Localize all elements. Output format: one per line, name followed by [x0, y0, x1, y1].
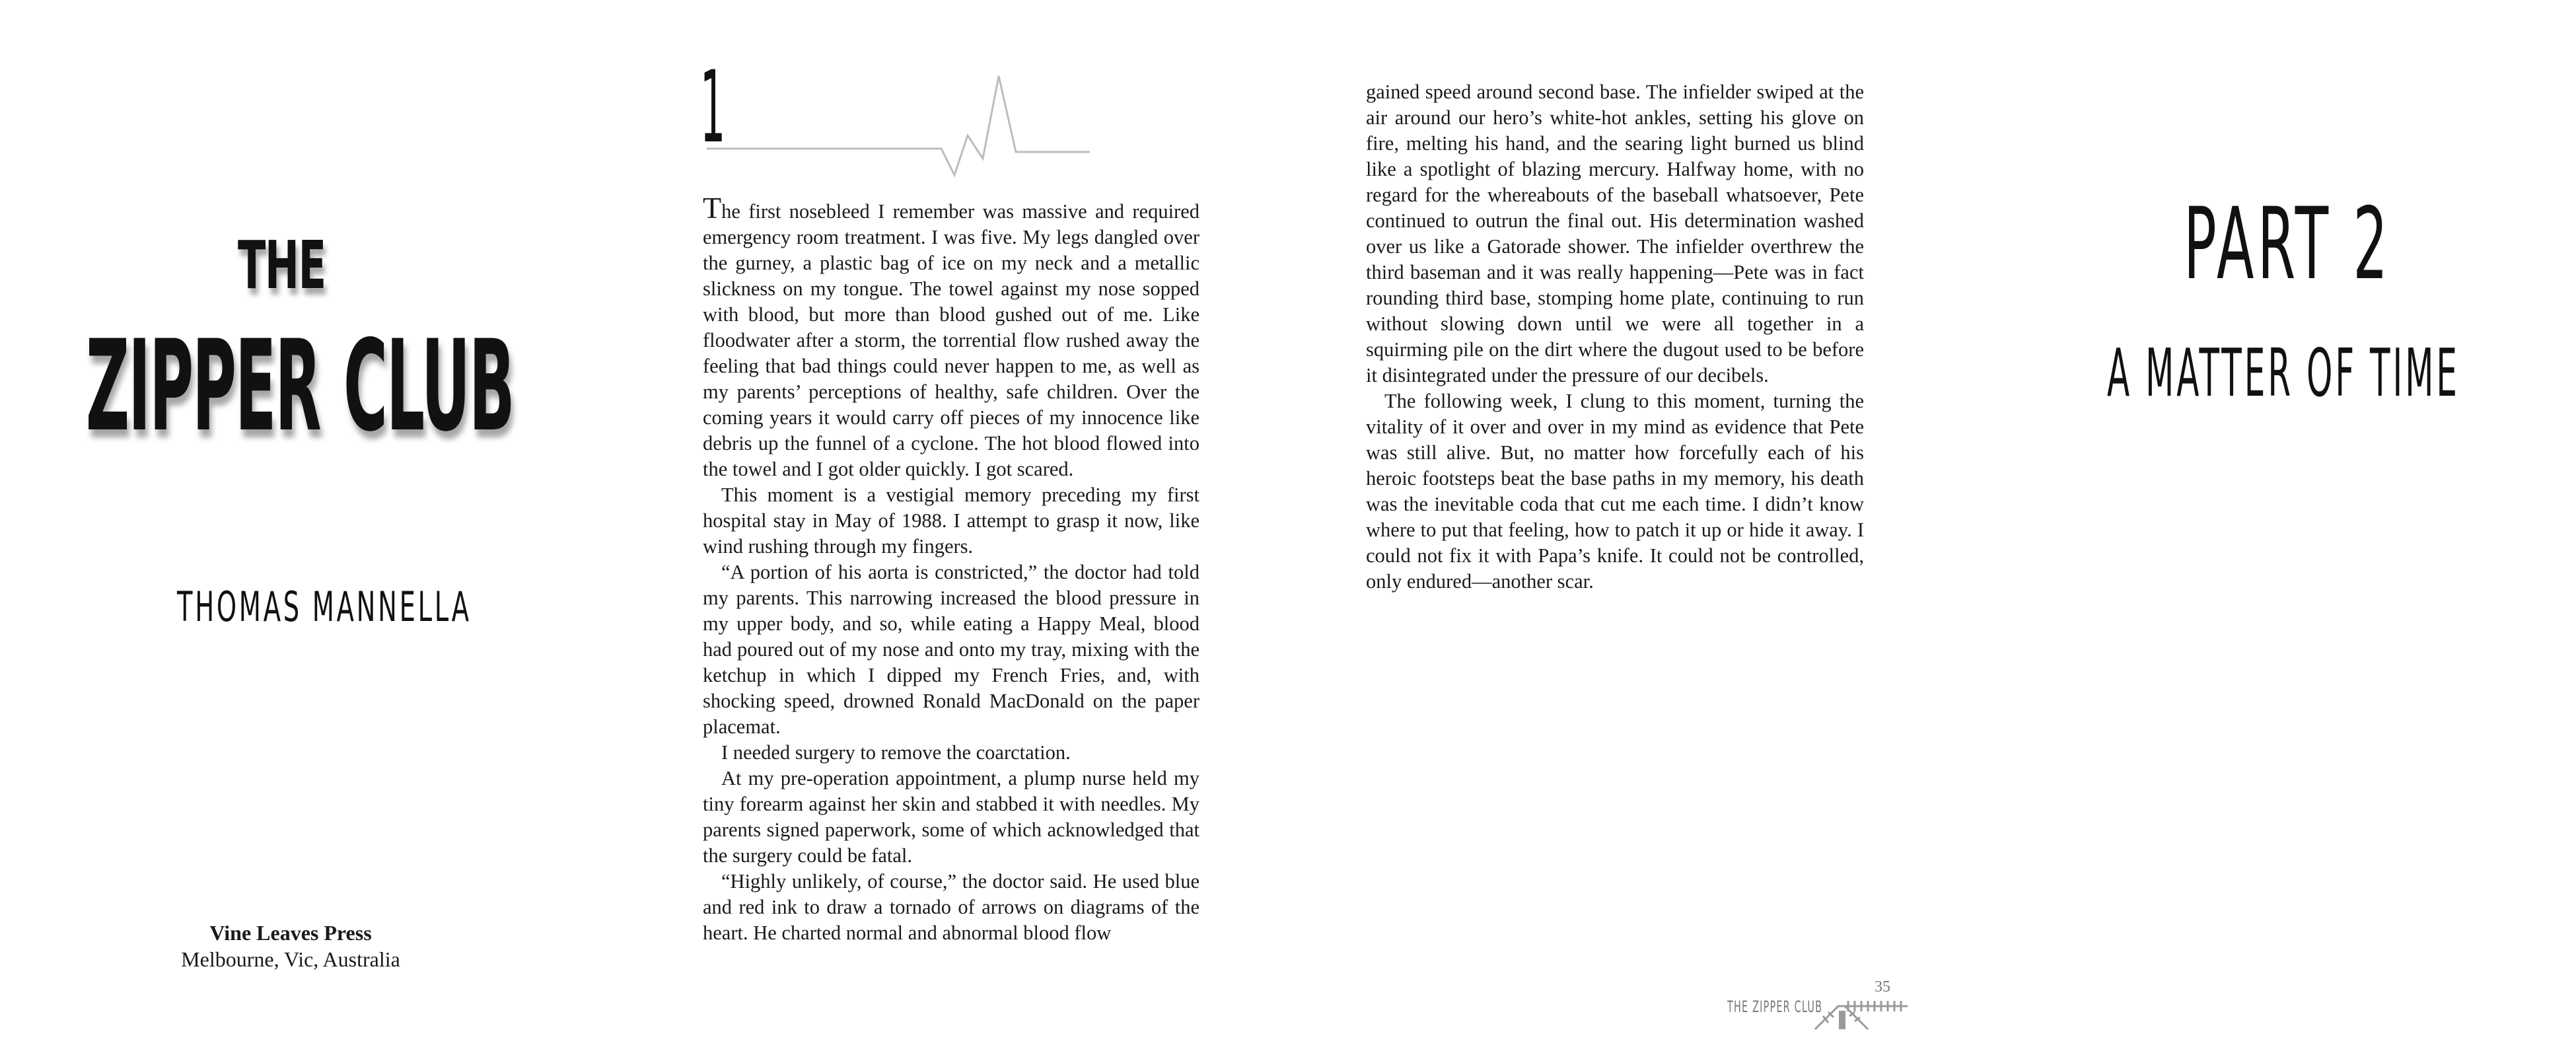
book-title-zipper: ZIPPER — [86, 313, 320, 459]
publisher-name: Vine Leaves Press — [209, 921, 372, 945]
heartbeat-line-icon — [707, 73, 1090, 178]
publisher-block — [112, 920, 469, 972]
paragraph: The following week, I clung to this moment, turning the vitality of it over and over in my mind as evidence that Pete was still alive. But, no matter how forcefully each of his heroic footsteps beat the base paths in my memory, his death was the inevitable coda that cut me each time. I didn’t know where to put that feeling, how to patch it up or hide it away. I could not fix it with Papa’s knife. It could not be controlled, only endured—another scar. — [1366, 390, 1864, 593]
paragraph — [703, 191, 1199, 482]
paragraph: “A portion of his aorta is constricted,” the doctor had told my parents. This narrowing increased the blood pressure in my upper body, and so, while eating a Happy Meal, blood had poured out of my nose and onto my tray, mixing with the ketchup in which I dipped my French Fries, and, with shocking speed, drowned Ronald MacDonald on the paper placemat. — [703, 561, 1199, 738]
paragraph: “Highly unlikely, of course,” the doctor said. He used blue and red ink to draw a tornado of arrows on diagrams of the heart. He charted normal and abnormal blood flow — [703, 870, 1199, 944]
part-subtitle: A MATTER OF TIME — [2107, 334, 2460, 412]
chapter-body — [703, 191, 1199, 946]
paragraph-text: he first nosebleed I remember was massive and required emergency room treatment. I was five. My legs dangled over the gurney, a plastic bag of ice on my neck and a metallic slickness on my tongue. The towel against my nose sopped with blood, but more than blood gushed out of me. Like floodwater after a storm, the torrential flow rushed away the feeling that bad things could never happen to me, as well as my parents’ perceptions of healthy, safe children. Over the coming years it would carry off pieces of my innocence like debris up the funnel of a cyclone. The hot blood flowed into the towel and I got older quickly. I got scared. — [703, 200, 1199, 480]
chapter-page — [661, 0, 1308, 1057]
continued-body — [1366, 79, 1864, 595]
paragraph: I needed surgery to remove the coarctation. — [721, 741, 1071, 764]
drop-cap: T — [703, 191, 722, 225]
publisher-location: Melbourne, Vic, Australia — [181, 947, 400, 971]
paragraph: This moment is a vestigial memory preceding my first hospital stay in May of 1988. I attempt to grasp it now, like wind rushing through my fingers. — [703, 484, 1199, 558]
zipper-icon — [1808, 976, 1914, 1036]
author-name: THOMAS MANNELLA — [177, 583, 472, 631]
book-title-the: THE — [238, 227, 326, 304]
running-footer-title: THE ZIPPER CLUB — [1727, 998, 1823, 1016]
book-title-club: CLUB — [343, 313, 514, 459]
title-page — [0, 0, 594, 1057]
chapter-number: 1 — [700, 50, 726, 165]
paragraph: gained speed around second base. The infielder swiped at the air around our hero’s white-hot ankles, setting his glove on fire, melting his hand, and the searing light burned us blind like a spotlight of blazing mercury. Halfway home, with no regard for the whereabouts of the baseball whatsoever, Pete continued to outrun the final out. His determination washed over us like a Gatorade shower. The infielder overthrew the third baseman and it was really happening—Pete was in fact rounding third base, stomping home plate, continuing to run without slowing down until we were all together in a squirming pile on the dirt where the dugout used to be before it disintegrated under the pressure of our decibels. — [1366, 81, 1864, 386]
part-page — [1982, 0, 2576, 1057]
paragraph: At my pre-operation appointment, a plump nurse held my tiny forearm against her skin and stabbed it with needles. My parents signed paperwork, some of which acknowledged that the surgery could be fatal. — [703, 767, 1199, 867]
page-number: 35 — [1875, 978, 1890, 996]
part-title: PART 2 — [2184, 187, 2392, 302]
